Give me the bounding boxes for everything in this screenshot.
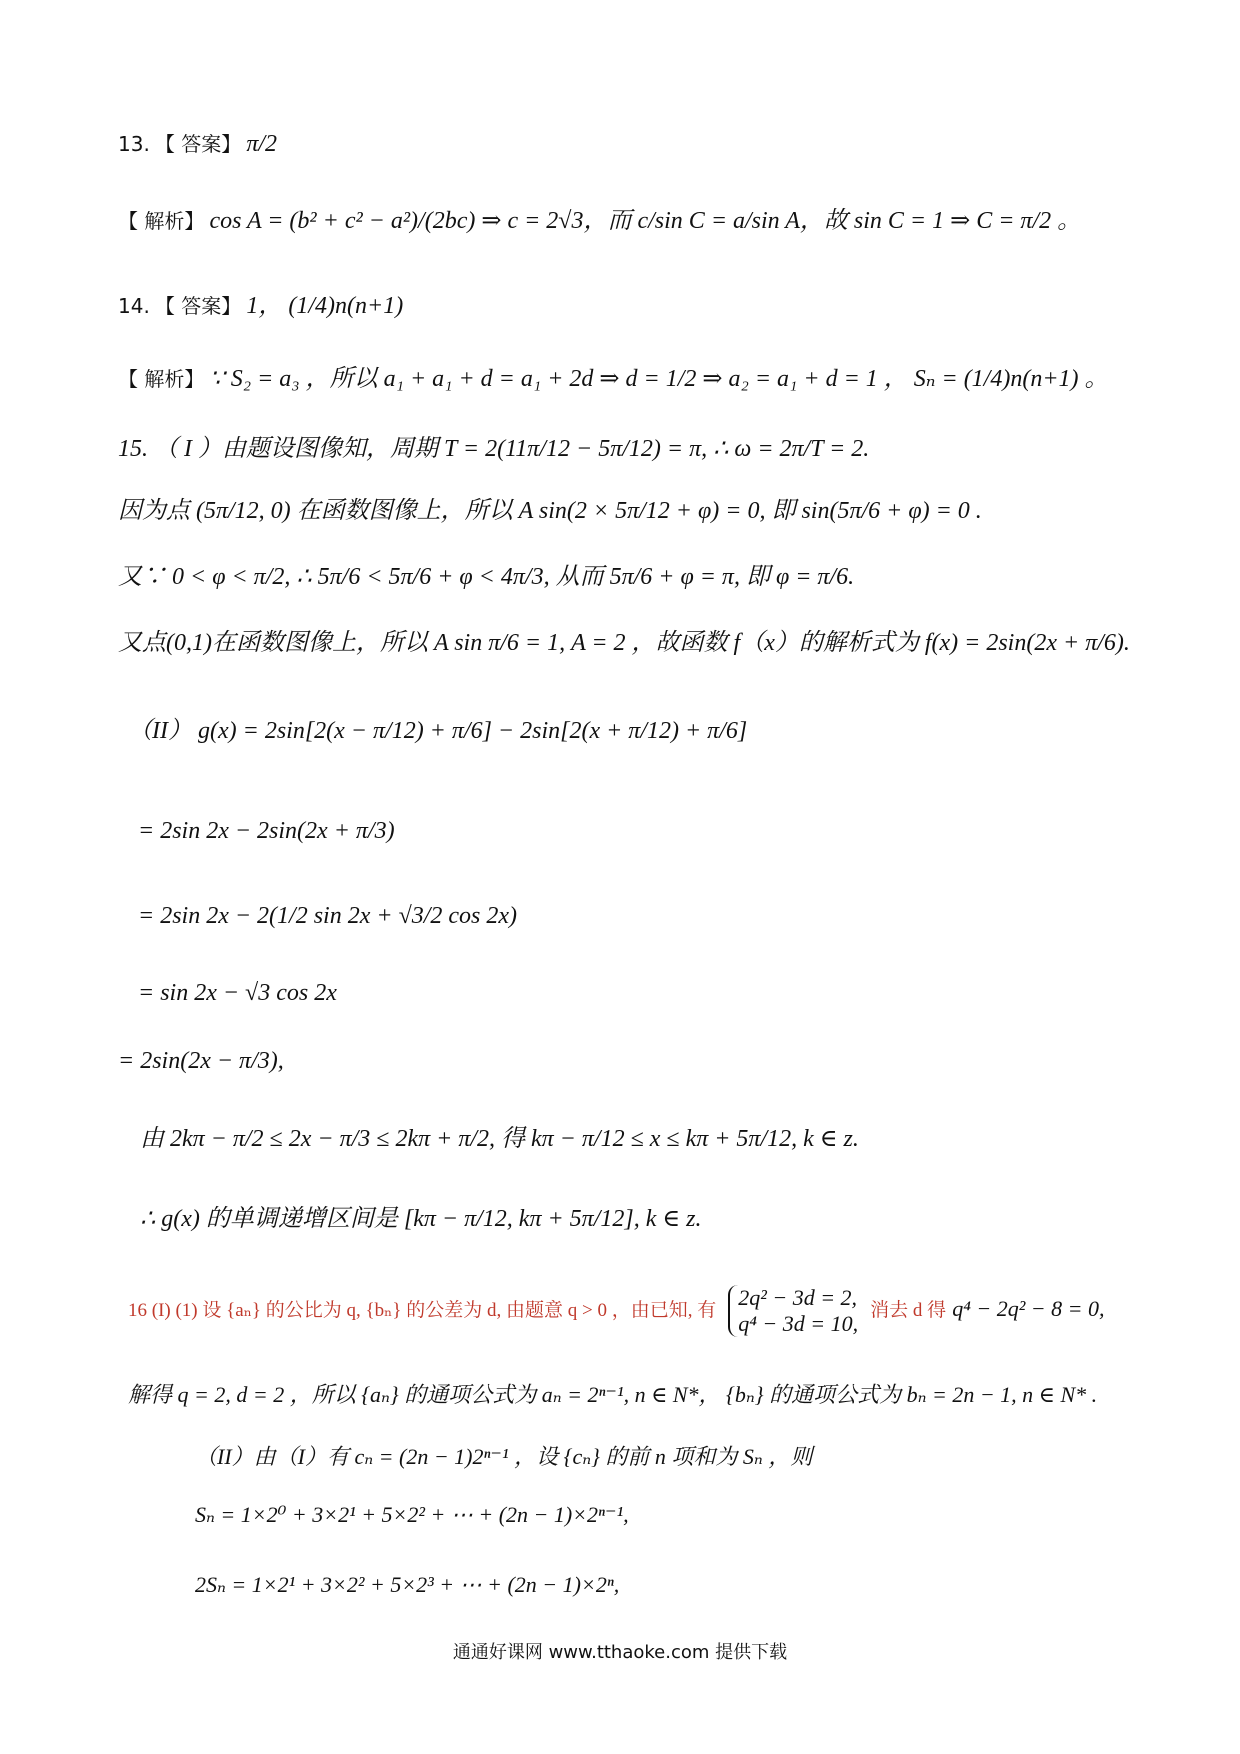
q15-line-9: = 2sin(2x − π/3), — [118, 1048, 284, 1074]
q13-number: 13. — [118, 132, 150, 156]
q15-line-4: 又点(0,1)在函数图像上，所以 A sin π/6 = 1, A = 2 ，故函数 f（x）的解析式为 f(x) = 2sin(2x + π/6). — [118, 630, 1130, 656]
q15-line-6: = 2sin 2x − 2sin(2x + π/3) — [138, 818, 395, 844]
q13-answer-line — [118, 128, 1240, 158]
q14-analysis: ∵ S₂ = a₃ ，所以 a₁ + a₁ + d = a₁ + 2d ⇒ d = 1/2 ⇒ a₂ = a₁ + d = 1 ， Sₙ = (1/4)n(n+1) 。 — [209, 366, 1109, 392]
q16-line-2: 解得 q = 2, d = 2 ，所以 {aₙ} 的通项公式为 aₙ = 2ⁿ⁻¹, n ∈ N*， {bₙ} 的通项公式为 bₙ = 2n − 1, n ∈ N* . — [128, 1382, 1098, 1407]
q16-system-eq-1: 2q² − 3d = 2, — [738, 1285, 858, 1310]
q15-line-1: 15. （ I ）由题设图像知，周期 T = 2(11π/12 − 5π/12) = π, ∴ ω = 2π/T = 2. — [118, 436, 870, 462]
q14-answer-line — [118, 285, 1240, 320]
q16-eliminate-label: 消去 d 得 — [870, 1300, 947, 1321]
q16-intro: 16 (I) (1) 设 {aₙ} 的公比为 q, {bₙ} 的公差为 d, 由题意 q > 0 ，由已知, 有 — [128, 1300, 717, 1321]
q16-line-5: 2Sₙ = 1×2¹ + 3×2² + 5×2³ + ⋯ + (2n − 1)×2ⁿ, — [195, 1572, 620, 1597]
q13-analysis: cos A = (b² + c² − a²)/(2bc) ⇒ c = 2√3，而 c/sin C = a/sin A，故 sin C = 1 ⇒ C = π/2 。 — [209, 208, 1082, 234]
q15-line-10: 由 2kπ − π/2 ≤ 2x − π/3 ≤ 2kπ + π/2, 得 kπ − π/12 ≤ x ≤ kπ + 5π/12, k ∈ z. — [140, 1126, 859, 1152]
q16-line-3: （II）由（I）有 cₙ = (2n − 1)2ⁿ⁻¹ ，设 {cₙ} 的前 n 项和为 Sₙ ，则 — [195, 1444, 813, 1469]
q13-answer-tag: 【 答案】 — [154, 132, 242, 156]
q13-analysis-tag: 【 解析】 — [118, 209, 205, 233]
q16-line-4: Sₙ = 1×2⁰ + 3×2¹ + 5×2² + ⋯ + (2n − 1)×2ⁿ⁻¹, — [195, 1502, 629, 1527]
q14-number: 14. — [118, 294, 150, 318]
q16-eliminate-result: q⁴ − 2q² − 8 = 0, — [952, 1296, 1105, 1321]
q15-line-7: = 2sin 2x − 2(1/2 sin 2x + √3/2 cos 2x) — [138, 903, 518, 929]
q15-line-8: = sin 2x − √3 cos 2x — [138, 980, 337, 1006]
q16-line-1 — [128, 1285, 1240, 1337]
q14-analysis-tag: 【 解析】 — [118, 367, 205, 391]
q13-analysis-line — [118, 200, 1240, 235]
q15-line-11: ∴ g(x) 的单调递增区间是 [kπ − π/12, kπ + 5π/12], k ∈ z. — [140, 1206, 702, 1232]
q16-system — [728, 1285, 858, 1337]
q15-line-3: 又∵ 0 < φ < π/2, ∴ 5π/6 < 5π/6 + φ < 4π/3, 从而 5π/6 + φ = π, 即 φ = π/6. — [118, 564, 855, 590]
q14-analysis-line — [118, 358, 1240, 393]
q13-answer: π/2 — [246, 131, 278, 157]
q15-line-2: 因为点 (5π/12, 0) 在函数图像上，所以 A sin(2 × 5π/12 + φ) = 0, 即 sin(5π/6 + φ) = 0 . — [118, 498, 982, 524]
q16-system-eq-2: q⁴ − 3d = 10, — [738, 1311, 859, 1336]
q14-answer: 1， (1/4)n(n+1) — [246, 293, 404, 319]
q14-answer-tag: 【 答案】 — [154, 294, 242, 318]
q15-line-5: （II） g(x) = 2sin[2(x − π/12) + π/6] − 2sin[2(x + π/12) + π/6] — [128, 718, 748, 744]
page-footer: 通通好课网 www.tthaoke.com 提供下载 — [452, 1642, 788, 1663]
